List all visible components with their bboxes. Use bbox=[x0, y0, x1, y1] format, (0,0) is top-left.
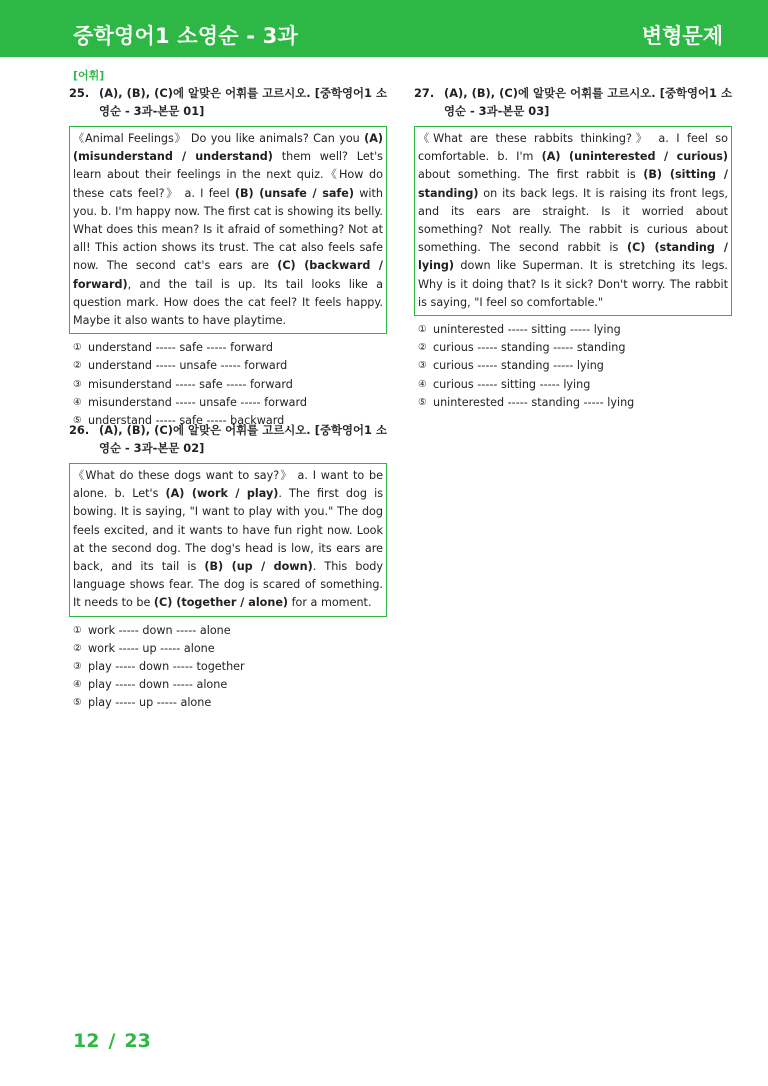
blank-choice: (B) (sitting / standing) bbox=[418, 168, 728, 200]
passage-text: for a moment. bbox=[288, 596, 372, 610]
option-text: play ----- up ----- alone bbox=[88, 696, 212, 710]
option-text: play ----- down ----- together bbox=[88, 660, 245, 674]
question-number: 26. bbox=[69, 423, 90, 437]
option-text: misunderstand ----- unsafe ----- forward bbox=[88, 395, 308, 409]
option-text: misunderstand ----- safe ----- forward bbox=[88, 377, 293, 391]
option-text: work ----- down ----- alone bbox=[88, 623, 231, 637]
answer-options bbox=[414, 321, 732, 412]
option-text: uninterested ----- sitting ----- lying bbox=[433, 323, 621, 337]
option-text: uninterested ----- standing ----- lying bbox=[433, 395, 635, 409]
question-number: 27. bbox=[414, 86, 435, 100]
blank-choice: (C) (together / alone) bbox=[153, 596, 289, 610]
section-tag: [어휘] bbox=[73, 69, 105, 82]
answer-option bbox=[418, 394, 732, 412]
passage-box bbox=[69, 126, 387, 334]
option-marker: ② bbox=[73, 642, 82, 654]
question-prompt: (A), (B), (C)에 알맞은 어휘를 고르시오. [중학영어1 소영순 - 3과-본문 03] bbox=[444, 86, 732, 118]
answer-option bbox=[418, 357, 732, 375]
passage-text: about something. The first rabbit is bbox=[418, 168, 644, 182]
blank-choice: (C) (backward / forward) bbox=[73, 259, 383, 291]
answer-option bbox=[73, 339, 387, 357]
passage-text: . The first dog is bowing. It is saying, "I want to play with you." The dog feels excited, and it wants to have fun right now. Look at the second dog. The dog's head is low, its ears are back, and its tail is bbox=[73, 487, 384, 574]
question-prompt: (A), (B), (C)에 알맞은 어휘를 고르시오. [중학영어1 소영순 - 3과-본문 01] bbox=[99, 86, 387, 118]
passage-text: with you. b. I'm happy now. The first cat is showing its belly. What does this mean? Is it afraid of something? Not at all! This action shows its trust. The cat also feels safe now. The second cat's ears are bbox=[73, 186, 383, 273]
total-pages: 23 bbox=[124, 1030, 151, 1052]
answer-option bbox=[73, 394, 387, 412]
answer-option bbox=[73, 694, 387, 712]
option-marker: ② bbox=[418, 342, 427, 354]
question-26 bbox=[69, 421, 387, 713]
option-marker: ① bbox=[73, 342, 82, 354]
passage-text: down like Superman. It is stretching its legs. Why is it doing that? Is it sick? Don't worry. The rabbit is saying, "I feel so comfortable." bbox=[418, 259, 728, 309]
document-type-label: 변형문제 bbox=[641, 24, 723, 48]
answer-options bbox=[69, 622, 387, 713]
answer-option bbox=[418, 321, 732, 339]
question-prompt: (A), (B), (C)에 알맞은 어휘를 고르시오. [중학영어1 소영순 - 3과-본문 02] bbox=[99, 423, 387, 455]
option-marker: ④ bbox=[73, 679, 82, 691]
blank-choice: (B) (unsafe / safe) bbox=[234, 186, 354, 200]
option-text: play ----- down ----- alone bbox=[88, 678, 228, 692]
answer-option bbox=[73, 658, 387, 676]
option-marker: ⑤ bbox=[73, 697, 82, 709]
answer-option bbox=[418, 376, 732, 394]
blank-choice: (B) (up / down) bbox=[204, 560, 313, 574]
page-number bbox=[73, 1030, 151, 1052]
passage-text: , and the tail is up. Its tail looks like a question mark. How does the cat feel? It feels happy. Maybe it also wants to have playtime. bbox=[73, 277, 383, 328]
passage-text: 《What are these rabbits thinking?》 a. I feel so comfortable. b. I'm bbox=[418, 132, 728, 164]
document-title: 중학영어1 소영순 - 3과 bbox=[73, 24, 298, 48]
option-marker: ⑤ bbox=[418, 396, 427, 408]
answer-option bbox=[73, 676, 387, 694]
option-marker: ③ bbox=[418, 360, 427, 372]
passage-box bbox=[414, 126, 732, 316]
answer-option bbox=[73, 376, 387, 394]
passage-text: them well? Let's learn about their feelings in the next quiz.《How do these cats feel?》 a. I feel bbox=[73, 150, 383, 200]
current-page: 12 bbox=[73, 1030, 100, 1052]
answer-options bbox=[69, 339, 387, 430]
page-separator: / bbox=[108, 1030, 116, 1052]
question-27 bbox=[414, 84, 732, 412]
answer-option bbox=[418, 339, 732, 357]
option-text: understand ----- safe ----- forward bbox=[88, 341, 274, 355]
option-text: curious ----- sitting ----- lying bbox=[433, 377, 591, 391]
question-header bbox=[69, 421, 387, 457]
option-marker: ① bbox=[418, 324, 427, 336]
passage-text: 《What do these dogs want to say?》 a. I want to be alone. b. Let's bbox=[73, 469, 383, 501]
option-text: curious ----- standing ----- lying bbox=[433, 359, 604, 373]
question-25 bbox=[69, 84, 387, 430]
question-header bbox=[414, 84, 732, 120]
option-marker: ③ bbox=[73, 661, 82, 673]
option-marker: ④ bbox=[73, 396, 82, 408]
option-marker: ⑤ bbox=[73, 415, 82, 427]
option-text: curious ----- standing ----- standing bbox=[433, 341, 626, 355]
option-text: understand ----- safe ----- backward bbox=[88, 414, 285, 428]
blank-choice: (A) (misunderstand / understand) bbox=[73, 132, 383, 164]
passage-box bbox=[69, 463, 387, 617]
answer-option bbox=[73, 622, 387, 640]
question-number: 25. bbox=[69, 86, 90, 100]
passage-text: 《Animal Feelings》 Do you like animals? Can you bbox=[73, 132, 365, 145]
answer-option bbox=[73, 640, 387, 658]
blank-choice: (C) (standing / lying) bbox=[418, 241, 728, 273]
option-marker: ② bbox=[73, 360, 82, 372]
passage-text: on its back legs. It is raising its front legs, and its ears are straight. Is it worried about something? Not really. The rabbit is curious about something. The second rabbit is bbox=[418, 186, 728, 255]
option-marker: ① bbox=[73, 624, 82, 636]
blank-choice: (A) (work / play) bbox=[165, 487, 279, 501]
answer-option bbox=[73, 357, 387, 375]
question-header bbox=[69, 84, 387, 120]
passage-text: . This body language shows fear. The dog is scared of something. It needs to be bbox=[73, 560, 384, 610]
page-header bbox=[0, 0, 768, 57]
blank-choice: (A) (uninterested / curious) bbox=[541, 150, 728, 164]
option-marker: ③ bbox=[73, 378, 82, 390]
option-marker: ④ bbox=[418, 378, 427, 390]
option-text: understand ----- unsafe ----- forward bbox=[88, 359, 288, 373]
option-text: work ----- up ----- alone bbox=[88, 641, 215, 655]
